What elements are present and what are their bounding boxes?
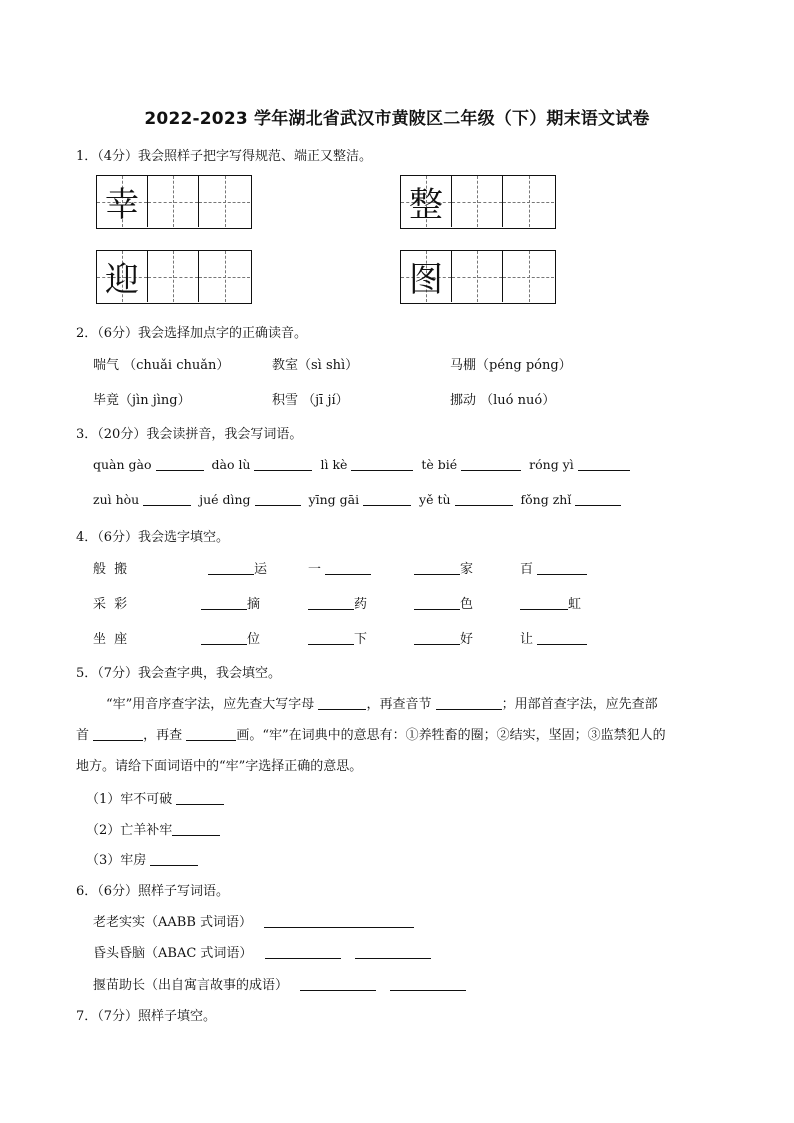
answer-blank[interactable]	[414, 632, 460, 645]
char-pair: 坐 座	[93, 632, 130, 647]
pinyin-choice: 挪动 （luó nuó）	[450, 393, 556, 408]
answer-blank[interactable]	[520, 597, 568, 610]
q7-prompt: 7．（7分）照样子填空。	[76, 1009, 217, 1024]
answer-blank[interactable]	[537, 632, 587, 645]
pinyin-choice: 喘气 （chuǎi chuǎn）	[93, 358, 230, 373]
answer-blank[interactable]	[265, 946, 341, 959]
q5-text: “牢”用音序查字法，应先查大写字母	[106, 697, 315, 712]
answer-blank[interactable]	[414, 597, 460, 610]
answer-blank[interactable]	[156, 458, 204, 471]
answer-blank[interactable]	[93, 728, 143, 741]
pinyin-word: zuì hòu	[93, 492, 140, 507]
fill-item	[308, 593, 367, 612]
answer-blank[interactable]	[455, 493, 513, 506]
char-pair: 采 彩	[93, 597, 130, 612]
fill-item	[520, 628, 587, 647]
pinyin-word: yě tù	[419, 492, 451, 507]
fill-word: 药	[354, 597, 368, 612]
q5-text: 首	[76, 728, 90, 743]
answer-blank[interactable]	[150, 853, 198, 866]
fill-word: 运	[254, 562, 268, 577]
answer-blank[interactable]	[308, 597, 354, 610]
q5-line-3: 地方。请给下面词语中的“牢”字选择正确的意思。	[76, 759, 363, 774]
answer-blank[interactable]	[254, 458, 312, 471]
answer-blank[interactable]	[537, 562, 587, 575]
q6-item-text: 老老实实（AABB 式词语）	[93, 915, 253, 930]
pinyin-choice: 教室（sì shì）	[272, 358, 359, 373]
q1-prompt: 1．（4分）我会照样子把字写得规范、端正又整洁。	[76, 149, 373, 164]
q5-item-2	[86, 819, 220, 838]
writing-grid-1	[96, 175, 252, 229]
answer-blank[interactable]	[172, 823, 220, 836]
q3-prompt: 3．（20分）我会读拼音，我会写词语。	[76, 427, 303, 442]
q5-text: 画。“牢”在词典中的意思有：①养牲畜的圈；②结实，坚固；③监禁犯人的	[236, 728, 666, 743]
pinyin-word: lì kè	[320, 457, 348, 472]
answer-blank[interactable]	[201, 597, 247, 610]
answer-blank[interactable]	[461, 458, 521, 471]
answer-blank[interactable]	[363, 493, 411, 506]
q5-item-text: （3）牢房	[86, 853, 147, 868]
exam-title: 2022-2023 学年湖北省武汉市黄陂区二年级（下）期末语文试卷	[144, 109, 650, 129]
q4-prompt: 4．（6分）我会选字填空。	[76, 530, 230, 545]
fill-word: 让	[520, 632, 534, 647]
fill-word: 摘	[247, 597, 261, 612]
q6-item-3	[93, 974, 466, 993]
char-pair: 般 搬	[93, 562, 130, 577]
pinyin-choice: 马棚（péng póng）	[450, 358, 572, 373]
fill-item	[308, 558, 371, 577]
writing-grid-3	[96, 250, 252, 304]
answer-blank[interactable]	[300, 978, 376, 991]
q5-item-1	[86, 788, 224, 807]
pinyin-word: fǒng zhǐ	[520, 492, 572, 507]
pinyin-word: yīng gāi	[308, 492, 360, 507]
fill-item	[308, 628, 367, 647]
pinyin-word: róng yì	[529, 457, 574, 472]
answer-blank[interactable]	[390, 978, 466, 991]
answer-blank[interactable]	[414, 562, 460, 575]
fill-word: 色	[460, 597, 474, 612]
answer-blank[interactable]	[436, 697, 502, 710]
fill-word: 虹	[568, 597, 582, 612]
answer-blank[interactable]	[255, 493, 301, 506]
q6-item-2	[93, 942, 431, 961]
answer-blank[interactable]	[176, 792, 224, 805]
answer-blank[interactable]	[308, 632, 354, 645]
q2-prompt: 2．（6分）我会选择加点字的正确读音。	[76, 326, 308, 341]
q6-item-text: 揠苗助长（出自寓言故事的成语）	[93, 978, 289, 993]
q5-line-2	[76, 724, 666, 743]
answer-blank[interactable]	[355, 946, 431, 959]
writing-grid-2	[400, 175, 556, 229]
answer-blank[interactable]	[575, 493, 621, 506]
fill-item	[201, 628, 260, 647]
fill-item	[201, 593, 260, 612]
fill-word: 位	[247, 632, 261, 647]
grid-char-1: 幸	[105, 185, 139, 225]
answer-blank[interactable]	[318, 697, 366, 710]
pinyin-word: quàn gào	[93, 457, 152, 472]
fill-word: 下	[354, 632, 368, 647]
fill-word: 百	[520, 562, 534, 577]
writing-grid-4	[400, 250, 556, 304]
q5-item-text: （1）牢不可破	[86, 792, 173, 807]
fill-word: 一	[308, 562, 322, 577]
answer-blank[interactable]	[351, 458, 413, 471]
pinyin-row-2	[93, 492, 621, 507]
pinyin-choice: 毕竟（jìn jìng）	[93, 393, 191, 408]
answer-blank[interactable]	[264, 915, 414, 928]
q5-line-1	[106, 693, 658, 712]
q6-item-text: 昏头昏脑（ABAC 式词语）	[93, 946, 253, 961]
q5-text: ，再查	[143, 728, 183, 743]
q6-prompt: 6．（6分）照样子写词语。	[76, 884, 230, 899]
fill-item	[414, 593, 473, 612]
q5-text: ，再查音节	[366, 697, 432, 712]
fill-item	[414, 558, 473, 577]
grid-char-3: 迎	[105, 260, 139, 300]
q5-prompt: 5．（7分）我会查字典，我会填空。	[76, 666, 282, 681]
q5-item-3	[86, 849, 198, 868]
fill-item	[520, 593, 581, 612]
answer-blank[interactable]	[578, 458, 630, 471]
fill-word: 家	[460, 562, 474, 577]
answer-blank[interactable]	[201, 632, 247, 645]
fill-item	[414, 628, 473, 647]
fill-item	[520, 558, 587, 577]
pinyin-choice: 积雪 （jī jí）	[272, 393, 349, 408]
q5-text: ；用部首查字法，应先查部	[501, 697, 658, 712]
fill-word: 好	[460, 632, 474, 647]
pinyin-row-1	[93, 457, 630, 472]
answer-blank[interactable]	[208, 562, 254, 575]
answer-blank[interactable]	[325, 562, 371, 575]
pinyin-word: jué dìng	[199, 492, 251, 507]
grid-char-2: 整	[409, 185, 443, 225]
fill-item	[208, 558, 267, 577]
grid-char-4: 图	[409, 260, 443, 300]
pinyin-word: tè bié	[421, 457, 458, 472]
q5-item-text: （2）亡羊补牢	[86, 823, 173, 838]
pinyin-word: dào lù	[211, 457, 251, 472]
answer-blank[interactable]	[143, 493, 191, 506]
q6-item-1	[93, 911, 414, 930]
answer-blank[interactable]	[186, 728, 236, 741]
